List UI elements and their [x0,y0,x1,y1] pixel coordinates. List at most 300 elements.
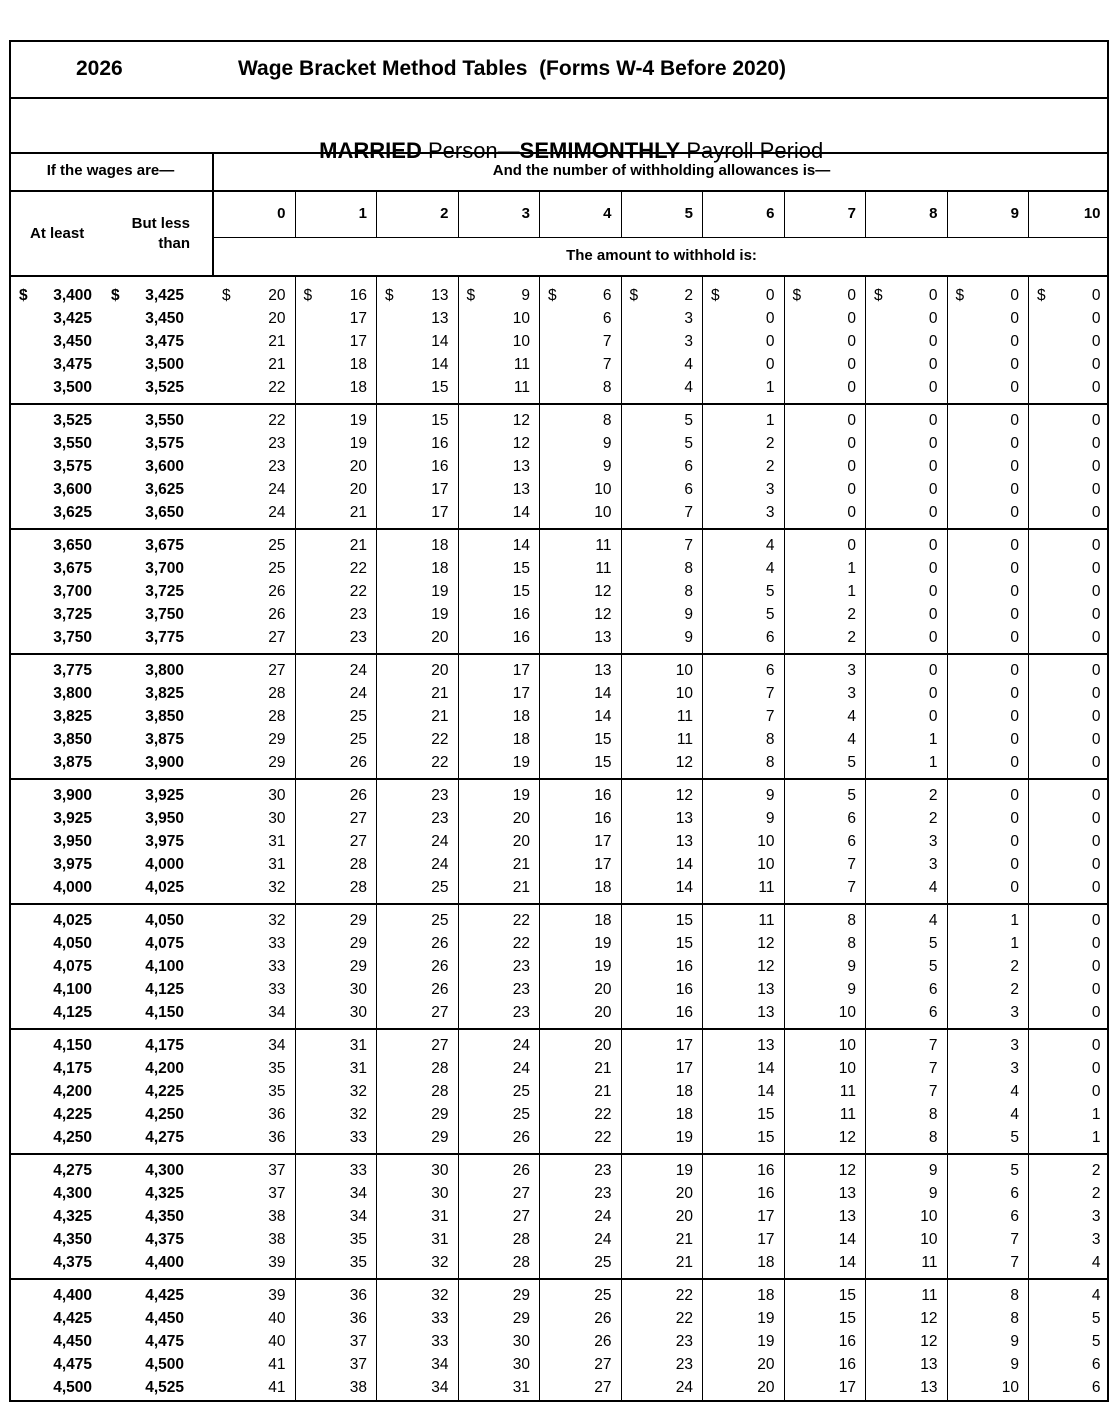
wage-at-least: 3,425 [53,310,92,327]
wage-at-least: 3,775 [53,662,92,679]
withholding-amount: 25 [349,731,367,748]
withholding-amount: 14 [757,1060,775,1077]
wage-but-less: 4,100 [145,958,184,975]
withholding-amount: 27 [431,1004,449,1021]
withholding-amount: 3 [928,833,938,850]
withholding-amount: 27 [349,810,367,827]
wage-but-less: 3,675 [145,537,184,554]
wage-at-least: 3,750 [53,629,92,646]
withholding-amount: 18 [349,379,367,396]
withholding-amount: 1 [765,379,775,396]
wage-but-less: 4,425 [145,1287,184,1304]
withholding-amount: 4 [1010,1106,1019,1123]
withholding-amount: 15 [838,1310,856,1327]
withholding-amount: 3 [765,504,775,521]
withholding-amount: 16 [349,287,367,304]
withholding-amount: 4 [847,708,856,725]
withholding-amount: 19 [512,787,530,804]
person-label: Person— [421,138,520,163]
wage-at-least: 4,100 [53,981,92,998]
table-left-border [9,40,11,1400]
withholding-amount: 29 [268,754,286,771]
withholding-amount: 4 [765,537,775,554]
withholding-amount: 29 [512,1287,530,1304]
wage-at-least: 3,875 [53,754,92,771]
withholding-amount: 13 [838,1208,856,1225]
withholding-amount: 13 [431,310,449,327]
allowance-column-header: 2 [440,205,449,222]
wage-at-least: 4,400 [53,1287,92,1304]
withholding-amount: 4 [684,379,693,396]
withholding-amount: 3 [847,662,856,679]
withholding-amount: 22 [268,379,286,396]
withholding-amount: 18 [431,537,449,554]
withholding-amount: 23 [594,1162,612,1179]
withholding-amount: 3 [1091,1231,1101,1248]
withholding-amount: 0 [1010,833,1019,850]
allowance-column-header: 9 [1010,205,1019,222]
wage-but-less: 3,950 [145,810,184,827]
wage-at-least: 3,650 [53,537,92,554]
withholding-amount: 18 [349,356,367,373]
withholding-amount: 15 [757,1106,775,1123]
withholding-amount: 16 [512,606,530,623]
withholding-amount: 9 [765,810,775,827]
wage-but-less: 4,075 [145,935,184,952]
wage-but-less: 3,450 [145,310,184,327]
withholding-amount: 0 [1091,629,1101,646]
withholding-amount: 12 [920,1310,938,1327]
withholding-amount: 13 [594,662,612,679]
withholding-amount: 18 [594,912,612,929]
withholding-amount: 34 [431,1356,449,1373]
wage-at-least: 4,150 [53,1037,92,1054]
wage-at-least: 4,200 [53,1083,92,1100]
withholding-amount: 35 [268,1083,286,1100]
withholding-amount: 23 [675,1356,693,1373]
withholding-amount: 28 [512,1231,530,1248]
wage-but-less: 4,125 [145,981,184,998]
withholding-amount: 5 [847,754,856,771]
withholding-amount: 10 [838,1004,856,1021]
wage-but-less: 3,850 [145,708,184,725]
withholding-amount: 0 [928,662,938,679]
withholding-amount: 26 [594,1310,612,1327]
withholding-amount: 23 [349,606,367,623]
withholding-amount: 15 [512,560,530,577]
withholding-amount: 14 [838,1254,856,1271]
withholding-amount: 32 [431,1254,449,1271]
withholding-amount: 34 [268,1004,286,1021]
withholding-amount: 11 [758,912,775,929]
wage-but-less: 4,200 [145,1060,184,1077]
withholding-amount: 16 [431,458,449,475]
wage-at-least: 3,950 [53,833,92,850]
withholding-amount: 11 [513,356,530,373]
withholding-amount: 14 [431,333,449,350]
withholding-amount: 6 [1091,1356,1101,1373]
wage-but-less: 3,650 [145,504,184,521]
withholding-amount: 5 [765,583,775,600]
wages-heading: If the wages are— [46,162,175,179]
withholding-amount: 0 [1091,1060,1101,1077]
currency-symbol: $ [303,287,313,304]
withholding-amount: 17 [431,481,449,498]
withholding-amount: 3 [765,481,775,498]
wage-but-less: 3,925 [145,787,184,804]
wage-but-less: 3,500 [145,356,184,373]
withholding-amount: 7 [928,1060,938,1077]
withholding-amount: 9 [928,1162,938,1179]
withholding-amount: 28 [268,708,286,725]
withholding-amount: 0 [1010,287,1019,304]
withholding-amount: 18 [675,1106,693,1123]
withholding-amount: 36 [349,1310,367,1327]
withholding-amount: 12 [594,583,612,600]
withholding-amount: 0 [765,356,775,373]
withholding-amount: 21 [675,1231,693,1248]
withholding-amount: 26 [594,1333,612,1350]
withholding-amount: 13 [838,1185,856,1202]
wage-but-less: 4,000 [145,856,184,873]
wage-but-less: 4,025 [145,879,184,896]
withholding-amount: 0 [1091,435,1101,452]
withholding-amount: 16 [838,1333,856,1350]
withholding-amount: 38 [268,1208,286,1225]
column-header-divider [9,275,1109,277]
wage-at-least: 4,075 [53,958,92,975]
withholding-amount: 13 [431,287,449,304]
withholding-amount: 26 [349,787,367,804]
payroll-period-label: Payroll Period [680,138,824,163]
wage-but-less: 4,300 [145,1162,184,1179]
at-least-header: At least [30,225,85,242]
withholding-amount: 36 [349,1287,367,1304]
withholding-amount: 21 [349,537,367,554]
withholding-amount: 17 [838,1379,856,1396]
withholding-amount: 15 [431,412,449,429]
withholding-amount: 15 [675,935,693,952]
withholding-amount: 0 [928,379,938,396]
withholding-amount: 23 [512,1004,530,1021]
withholding-amount: 12 [512,435,530,452]
withholding-amount: 33 [431,1333,449,1350]
withholding-amount: 20 [512,833,530,850]
wage-but-less: 3,750 [145,606,184,623]
withholding-amount: 17 [349,310,367,327]
wage-at-least: 4,300 [53,1185,92,1202]
withholding-amount: 31 [512,1379,530,1396]
withholding-amount: 1 [847,560,856,577]
wage-but-less: 4,475 [145,1333,184,1350]
withholding-amount: 22 [675,1287,693,1304]
withholding-amount: 0 [1010,356,1019,373]
withholding-amount: 32 [268,879,286,896]
withholding-amount: 8 [602,379,612,396]
withholding-amount: 6 [1091,1379,1101,1396]
withholding-amount: 9 [684,629,693,646]
withholding-amount: 17 [675,1037,693,1054]
withholding-amount: 13 [757,1004,775,1021]
withholding-amount: 2 [1010,981,1019,998]
wage-but-less: 4,525 [145,1379,184,1396]
withholding-amount: 35 [268,1060,286,1077]
allowance-column-header: 1 [358,205,367,222]
withholding-amount: 0 [1091,685,1101,702]
withholding-amount: 0 [928,504,938,521]
withholding-amount: 13 [675,833,693,850]
withholding-amount: 11 [676,731,693,748]
withholding-amount: 23 [512,958,530,975]
withholding-amount: 14 [512,537,530,554]
withholding-amount: 19 [757,1333,775,1350]
withholding-amount: 0 [928,583,938,600]
withholding-amount: 35 [349,1231,367,1248]
withholding-amount: 0 [847,481,856,498]
withholding-amount: 7 [765,685,775,702]
withholding-amount: 7 [684,504,693,521]
withholding-amount: 37 [349,1333,367,1350]
withholding-amount: 11 [513,379,530,396]
allowances-heading: And the number of withholding allowances is— [492,162,831,179]
withholding-amount: 28 [431,1083,449,1100]
wage-but-less: 3,700 [145,560,184,577]
withholding-amount: 21 [268,333,286,350]
withholding-amount: 22 [512,912,530,929]
wage-at-least: 4,475 [53,1356,92,1373]
wage-at-least: 4,275 [53,1162,92,1179]
wage-at-least: 3,675 [53,560,92,577]
withholding-amount: 23 [349,629,367,646]
withholding-amount: 0 [847,458,856,475]
withholding-amount: 22 [594,1129,612,1146]
wage-but-less: 4,375 [145,1231,184,1248]
column-divider [295,191,296,238]
withholding-amount: 9 [684,606,693,623]
column-divider [458,191,459,238]
withholding-amount: 20 [431,629,449,646]
withholding-amount: 0 [1091,981,1101,998]
withholding-amount: 0 [847,310,856,327]
withholding-amount: 13 [512,458,530,475]
withholding-amount: 14 [675,856,693,873]
allowance-number-divider [213,237,1109,238]
withholding-amount: 35 [349,1254,367,1271]
withholding-amount: 26 [512,1162,530,1179]
column-divider [621,191,622,238]
withholding-amount: 0 [1091,708,1101,725]
withholding-amount: 0 [1010,879,1019,896]
withholding-amount: 0 [928,458,938,475]
row-group-divider [9,1028,1109,1030]
withholding-amount: 29 [349,912,367,929]
withholding-amount: 20 [512,810,530,827]
withholding-amount: 5 [847,787,856,804]
withholding-amount: 31 [268,833,286,850]
withholding-amount: 10 [675,685,693,702]
withholding-amount: 27 [594,1379,612,1396]
withholding-amount: 24 [512,1060,530,1077]
withholding-amount: 0 [1091,412,1101,429]
withholding-amount: 10 [838,1060,856,1077]
currency-symbol: $ [222,287,231,304]
withholding-amount: 11 [676,708,693,725]
wage-at-least: 4,225 [53,1106,92,1123]
withholding-amount: 0 [1010,606,1019,623]
withholding-amount: 16 [431,435,449,452]
withholding-amount: 0 [1091,458,1101,475]
withholding-amount: 23 [675,1333,693,1350]
withholding-amount: 8 [684,560,693,577]
but-less-header-line2: than [158,235,190,252]
withholding-amount: 34 [268,1037,286,1054]
withholding-amount: 0 [1010,685,1019,702]
currency-symbol: $ [19,287,28,304]
withholding-amount: 25 [594,1254,612,1271]
withholding-amount: 6 [684,458,693,475]
withholding-amount: 12 [512,412,530,429]
withholding-amount: 19 [675,1162,693,1179]
wage-but-less: 3,475 [145,333,184,350]
withholding-amount: 2 [1091,1162,1101,1179]
withholding-amount: 37 [268,1162,286,1179]
allowance-column-header: 8 [929,205,938,222]
withholding-amount: 24 [349,685,367,702]
wage-at-least: 4,250 [53,1129,92,1146]
withholding-amount: 19 [349,435,367,452]
withholding-amount: 30 [431,1162,449,1179]
wage-but-less: 4,275 [145,1129,184,1146]
withholding-amount: 3 [1091,1208,1101,1225]
allowance-column-header: 4 [603,205,612,222]
wage-but-less: 3,600 [145,458,184,475]
withholding-amount: 5 [765,606,775,623]
withholding-amount: 29 [349,935,367,952]
withholding-amount: 13 [594,629,612,646]
withholding-amount: 14 [838,1231,856,1248]
withholding-amount: 16 [675,981,693,998]
wage-but-less: 4,150 [145,1004,184,1021]
currency-symbol: $ [955,287,965,304]
withholding-amount: 1 [928,754,938,771]
withholding-amount: 11 [839,1083,856,1100]
withholding-amount: 0 [1091,731,1101,748]
withholding-amount: 8 [847,912,856,929]
withholding-amount: 37 [268,1185,286,1202]
withholding-amount: 12 [757,958,775,975]
withholding-amount: 28 [349,879,367,896]
withholding-amount: 20 [431,662,449,679]
wage-at-least: 3,800 [53,685,92,702]
withholding-amount: 15 [594,731,612,748]
withholding-amount: 25 [268,560,286,577]
withholding-amount: 0 [1091,379,1101,396]
withholding-amount: 1 [1091,1129,1101,1146]
withholding-amount: 17 [594,833,612,850]
withholding-amount: 10 [920,1231,938,1248]
withholding-amount: 8 [847,935,856,952]
withholding-amount: 25 [349,708,367,725]
withholding-amount: 18 [512,708,530,725]
page-footer-fragment [0,1402,1118,1408]
allowance-column-header: 0 [277,205,286,222]
withholding-amount: 4 [684,356,693,373]
withholding-amount: 34 [349,1185,367,1202]
row-group-divider [9,653,1109,655]
withholding-amount: 17 [512,685,530,702]
withholding-amount: 13 [512,481,530,498]
currency-symbol: $ [111,287,120,304]
withholding-amount: 20 [675,1185,693,1202]
withholding-amount: 22 [594,1106,612,1123]
withholding-amount: 0 [928,481,938,498]
withholding-amount: 22 [431,754,449,771]
withholding-amount: 8 [602,412,612,429]
withholding-amount: 17 [757,1208,775,1225]
withholding-amount: 3 [1010,1060,1019,1077]
withholding-amount: 9 [602,458,612,475]
withholding-amount: 11 [839,1106,856,1123]
withholding-amount: 19 [675,1129,693,1146]
withholding-amount: 0 [1010,560,1019,577]
wage-but-less: 4,500 [145,1356,184,1373]
wage-but-less: 3,875 [145,731,184,748]
withholding-amount: 10 [512,310,530,327]
wage-but-less: 4,450 [145,1310,184,1327]
withholding-amount: 17 [349,333,367,350]
withholding-amount: 29 [431,1106,449,1123]
withholding-amount: 33 [349,1129,367,1146]
wage-but-less: 3,775 [145,629,184,646]
withholding-amount: 37 [349,1356,367,1373]
withholding-amount: 33 [349,1162,367,1179]
withholding-amount: 31 [268,856,286,873]
withholding-amount: 30 [349,981,367,998]
withholding-amount: 8 [928,1106,938,1123]
withholding-amount: 0 [928,310,938,327]
withholding-amount: 16 [675,1004,693,1021]
withholding-amount: 32 [349,1083,367,1100]
withholding-amount: 27 [431,1037,449,1054]
withholding-amount: 20 [349,481,367,498]
column-divider [702,191,703,238]
withholding-amount: 0 [1010,754,1019,771]
withholding-amount: 2 [765,435,775,452]
withholding-amount: 2 [847,606,856,623]
withholding-amount: 14 [512,504,530,521]
allowance-column-header: 3 [521,205,530,222]
withholding-amount: 0 [1091,958,1101,975]
withholding-amount: 2 [1091,1185,1101,1202]
withholding-amount: 18 [757,1287,775,1304]
filing-status: MARRIED [319,138,422,163]
withholding-amount: 11 [921,1254,938,1271]
withholding-amount: 0 [1010,662,1019,679]
withholding-amount: 6 [602,310,612,327]
withholding-amount: 24 [431,833,449,850]
withholding-amount: 30 [431,1185,449,1202]
withholding-amount: 10 [838,1037,856,1054]
allowance-column-header: 10 [1083,205,1101,222]
withholding-amount: 12 [675,787,693,804]
withholding-amount: 20 [594,1037,612,1054]
wage-at-least: 3,475 [53,356,92,373]
withholding-amount: 18 [594,879,612,896]
withholding-amount: 10 [512,333,530,350]
row-group-divider [9,903,1109,905]
withholding-amount: 6 [684,481,693,498]
withholding-amount: 20 [268,287,286,304]
